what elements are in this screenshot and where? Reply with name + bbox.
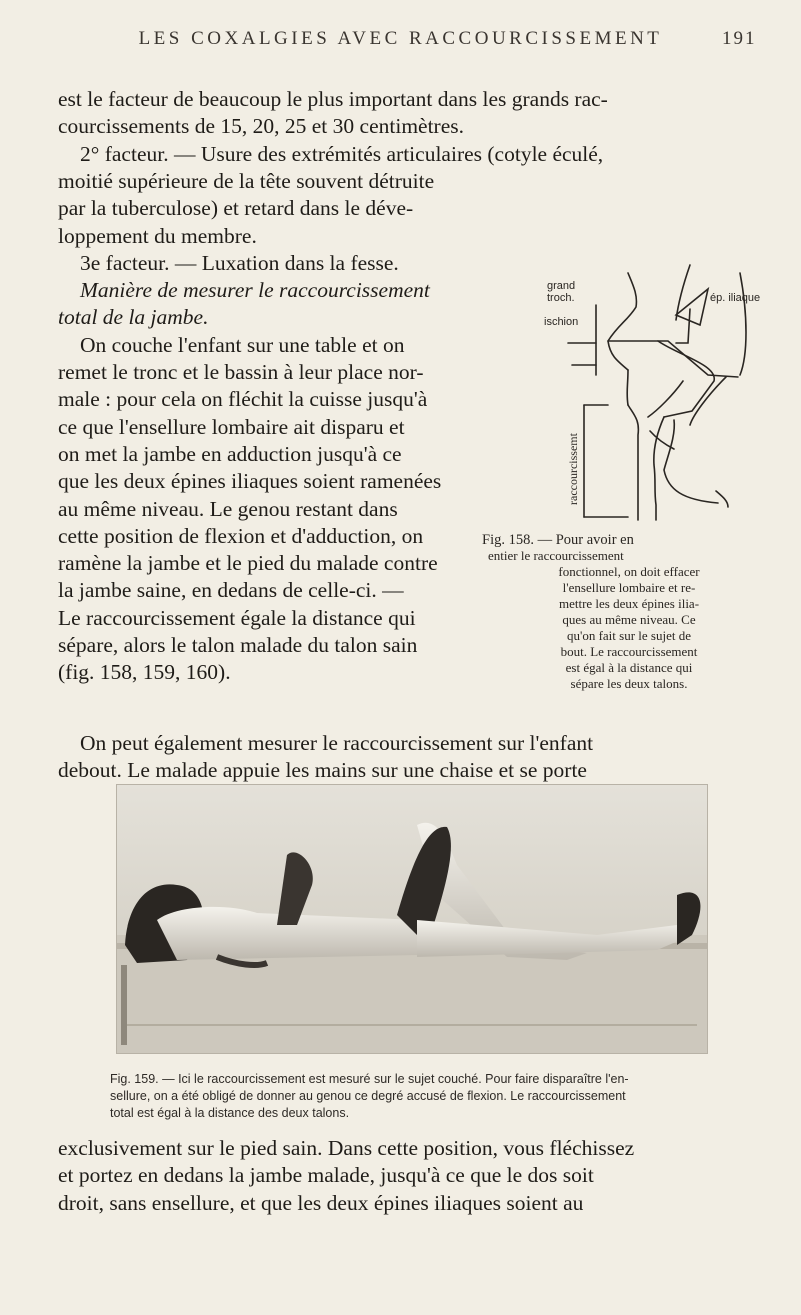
label-grand: grand: [547, 280, 576, 292]
caption-line: l'ensellure lombaire et re-: [562, 580, 696, 595]
text-line: ce que l'ensellure lombaire ait disparu et: [58, 414, 405, 439]
caption-line: total est égal à la distance des deux talons.: [110, 1106, 350, 1120]
caption-line: sellure, on a été obligé de donner au genou ce degré accusé de flexion. Le raccourcissement: [110, 1089, 626, 1103]
text-line: que les deux épines iliaques soient ramenées: [58, 469, 442, 494]
figure-159-caption: [110, 1071, 760, 1122]
text-line: courcissements de 15, 20, 25 et 30 centimètres.: [58, 114, 465, 139]
caption-line: ques au même niveau. Ce: [562, 612, 696, 627]
caption-line: qu'on fait sur le sujet de: [566, 628, 691, 643]
text-line: est le facteur de beaucoup le plus important dans les grands rac-: [58, 87, 608, 111]
label-ischion: ischion: [544, 316, 579, 328]
figure-158-diagram: [478, 245, 778, 525]
text-line: et portez en dedans la jambe malade, jusqu'à ce que le dos soit: [58, 1163, 594, 1188]
text-line: la jambe saine, en dedans de celle-ci. —: [58, 578, 404, 603]
figure-158-caption: [482, 532, 776, 692]
text-line: (fig. 158, 159, 160).: [58, 660, 231, 685]
running-title: LES COXALGIES AVEC RACCOURCISSEMENT: [138, 28, 663, 49]
text-line: ramène la jambe et le pied du malade contre: [58, 551, 438, 576]
text-line: On peut également mesurer le raccourcissement sur l'enfant: [80, 731, 594, 755]
text-line: moitié supérieure de la tête souvent détruite: [58, 169, 435, 193]
text-line: droit, sans ensellure, et que les deux épines iliaques soient au: [58, 1190, 584, 1215]
text-line: loppement du membre.: [58, 223, 257, 248]
text-line: 2° facteur. — Usure des extrémités articulaires (cotyle éculé,: [80, 141, 604, 166]
page-number: 191: [722, 28, 757, 49]
running-header: [0, 28, 801, 50]
text-line: au même niveau. Le genou restant dans: [58, 496, 398, 521]
text-line: debout. Le malade appuie les mains sur une chaise et se porte: [58, 758, 587, 783]
text-line: on met la jambe en adduction jusqu'à ce: [58, 441, 402, 466]
label-ep-iliaque: ép. iliaque: [710, 292, 761, 304]
text-line: remet le tronc et le bassin à leur place nor-: [58, 360, 424, 385]
intro-paragraph: [58, 86, 768, 168]
text-column: [58, 168, 473, 687]
caption-line: mettre les deux épines ilia-: [558, 596, 700, 611]
section-heading-cont: total de la jambe.: [58, 305, 209, 330]
after-figure-paragraph: [58, 730, 768, 785]
bottom-paragraph: [58, 1135, 768, 1217]
text-line: Le raccourcissement égale la distance qui: [58, 605, 416, 630]
text-line: par la tuberculose) et retard dans le déve-: [58, 196, 414, 221]
text-line: male : pour cela on fléchit la cuisse jusqu'à: [58, 387, 428, 412]
caption-line: Fig. 159. — Ici le raccourcissement est mesuré sur le sujet couché. Pour faire disparaître l'en-: [110, 1072, 629, 1086]
text-line: sépare, alors le talon malade du talon sain: [58, 633, 418, 658]
label-raccourcissement: raccourcissemt: [566, 433, 580, 505]
caption-line: entier le raccourcissement: [488, 548, 624, 563]
figure-159-photograph: [116, 784, 708, 1054]
section-heading: Manière de mesurer le raccourcissement: [80, 278, 430, 303]
caption-line: est égal à la distance qui: [565, 660, 693, 675]
caption-line: bout. Le raccourcissement: [560, 644, 698, 659]
caption-line: sépare les deux talons.: [570, 676, 688, 691]
text-line: 3e facteur. — Luxation dans la fesse.: [80, 250, 399, 275]
label-troch: troch.: [547, 292, 575, 304]
text-line: On couche l'enfant sur une table et on: [80, 332, 405, 357]
caption-line: Fig. 158. — Pour avoir en: [482, 532, 634, 548]
text-line: exclusivement sur le pied sain. Dans cette position, vous fléchissez: [58, 1136, 635, 1160]
text-line: cette position de flexion et d'adduction, on: [58, 523, 424, 548]
caption-line: fonctionnel, on doit effacer: [558, 564, 700, 579]
